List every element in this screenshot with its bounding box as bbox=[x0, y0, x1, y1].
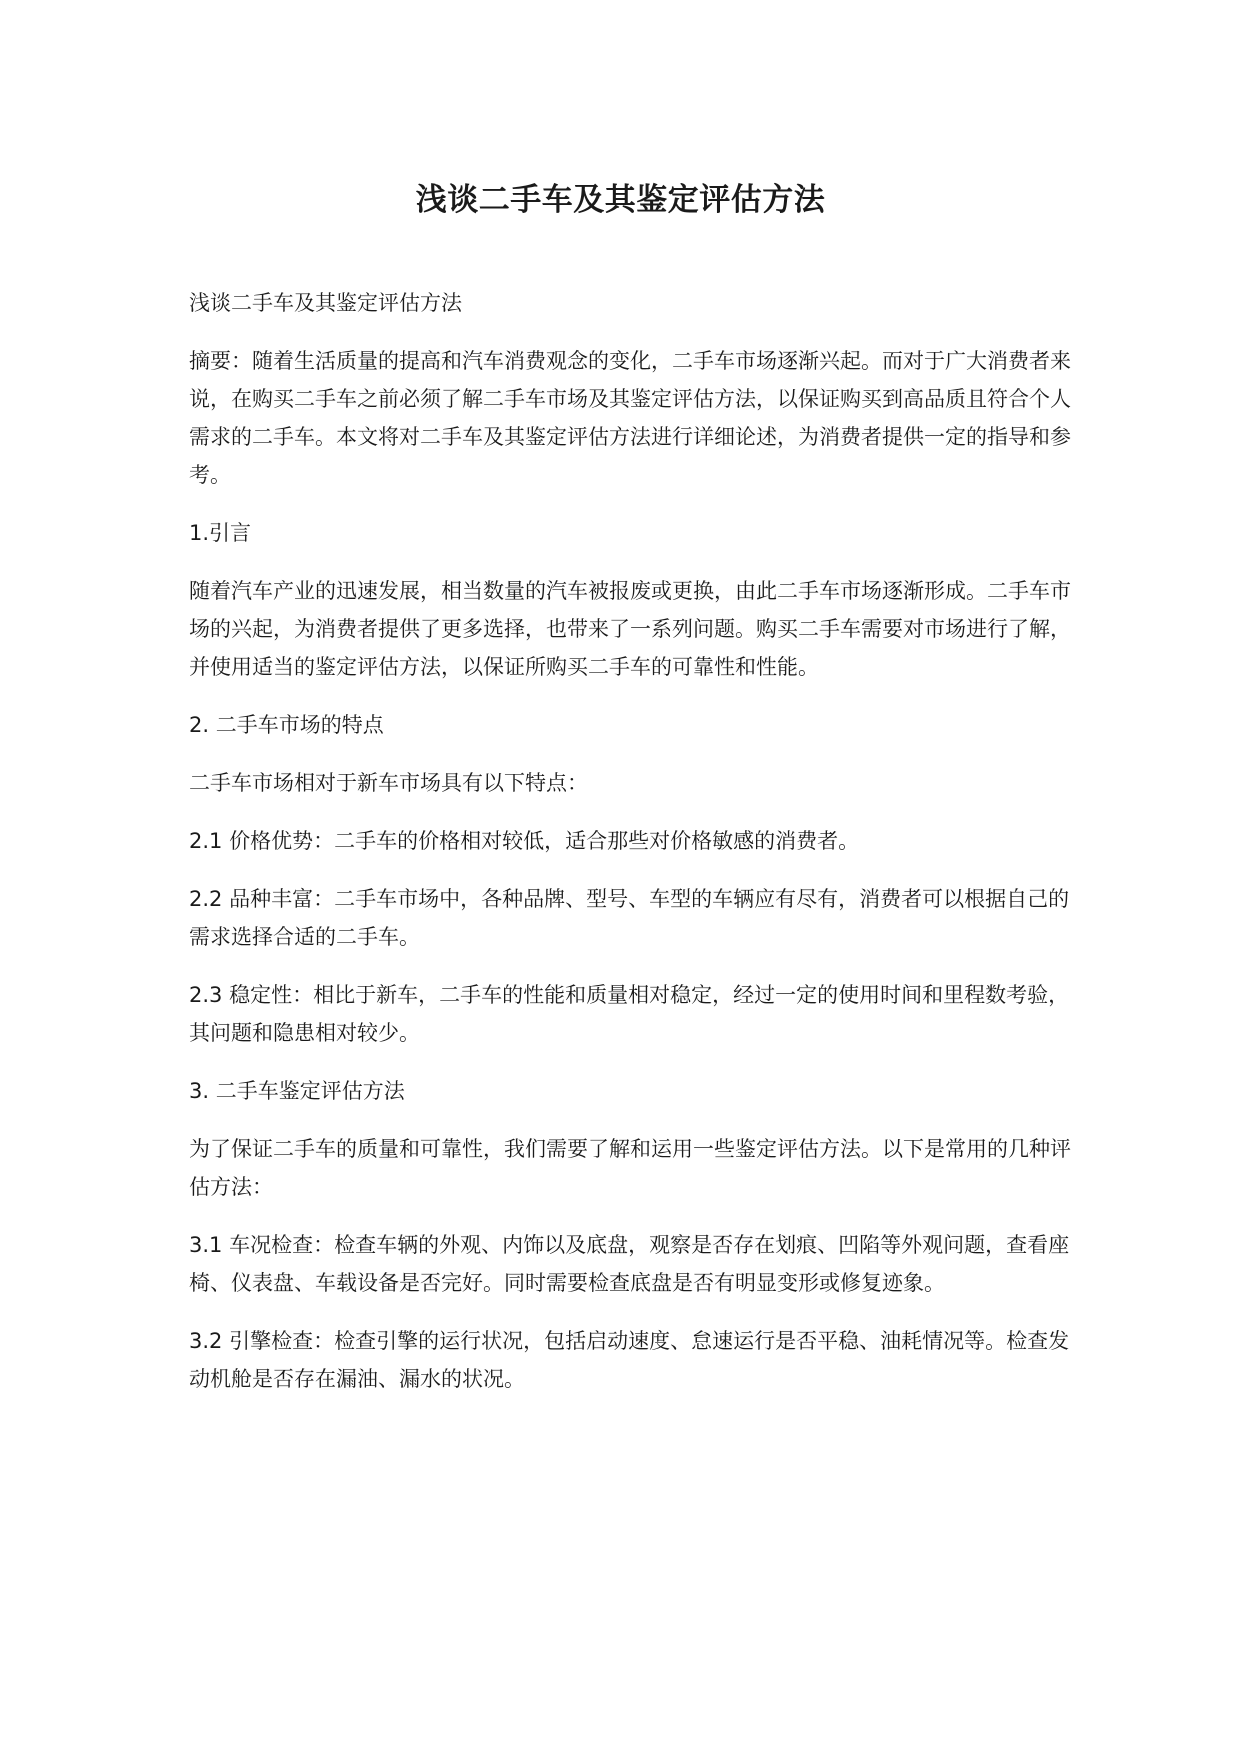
method-engine-check: 3.2 引擎检查：检查引擎的运行状况，包括启动速度、怠速运行是否平稳、油耗情况等。检查发动机舱是否存在漏油、漏水的状况。 bbox=[189, 1329, 1070, 1391]
feature-variety: 2.2 品种丰富：二手车市场中，各种品牌、型号、车型的车辆应有尽有，消费者可以根据自己的需求选择合适的二手车。 bbox=[189, 887, 1070, 949]
introduction-paragraph: 随着汽车产业的迅速发展，相当数量的汽车被报废或更换，由此二手车市场逐渐形成。二手车市场的兴起，为消费者提供了更多选择，也带来了一系列问题。购买二手车需要对市场进行了解，并使用适当的鉴定评估方法，以保证所购买二手车的可靠性和性能。 bbox=[189, 579, 1071, 679]
feature-stability: 2.3 稳定性：相比于新车，二手车的性能和质量相对稳定，经过一定的使用时间和里程数考验，其问题和隐患相对较少。 bbox=[189, 983, 1070, 1045]
section-heading-introduction: 1.引言 bbox=[189, 521, 252, 545]
market-features-intro: 二手车市场相对于新车市场具有以下特点： bbox=[189, 771, 588, 795]
subtitle-paragraph: 浅谈二手车及其鉴定评估方法 bbox=[189, 291, 462, 315]
feature-price-advantage: 2.1 价格优势：二手车的价格相对较低，适合那些对价格敏感的消费者。 bbox=[189, 829, 860, 853]
method-vehicle-condition: 3.1 车况检查：检查车辆的外观、内饰以及底盘，观察是否存在划痕、凹陷等外观问题，查看座椅、仪表盘、车载设备是否完好。同时需要检查底盘是否有明显变形或修复迹象。 bbox=[189, 1233, 1070, 1295]
abstract-paragraph: 摘要：随着生活质量的提高和汽车消费观念的变化，二手车市场逐渐兴起。而对于广大消费者来说，在购买二手车之前必须了解二手车市场及其鉴定评估方法，以保证购买到高品质且符合个人需求的二手车。本文将对二手车及其鉴定评估方法进行详细论述，为消费者提供一定的指导和参考。 bbox=[189, 349, 1071, 487]
document-body bbox=[189, 284, 1079, 1418]
section-heading-evaluation-methods: 3. 二手车鉴定评估方法 bbox=[189, 1079, 405, 1103]
evaluation-methods-intro: 为了保证二手车的质量和可靠性，我们需要了解和运用一些鉴定评估方法。以下是常用的几种评估方法： bbox=[189, 1137, 1071, 1199]
section-heading-market-features: 2. 二手车市场的特点 bbox=[189, 713, 384, 737]
document-title: 浅谈二手车及其鉴定评估方法 bbox=[415, 182, 826, 218]
